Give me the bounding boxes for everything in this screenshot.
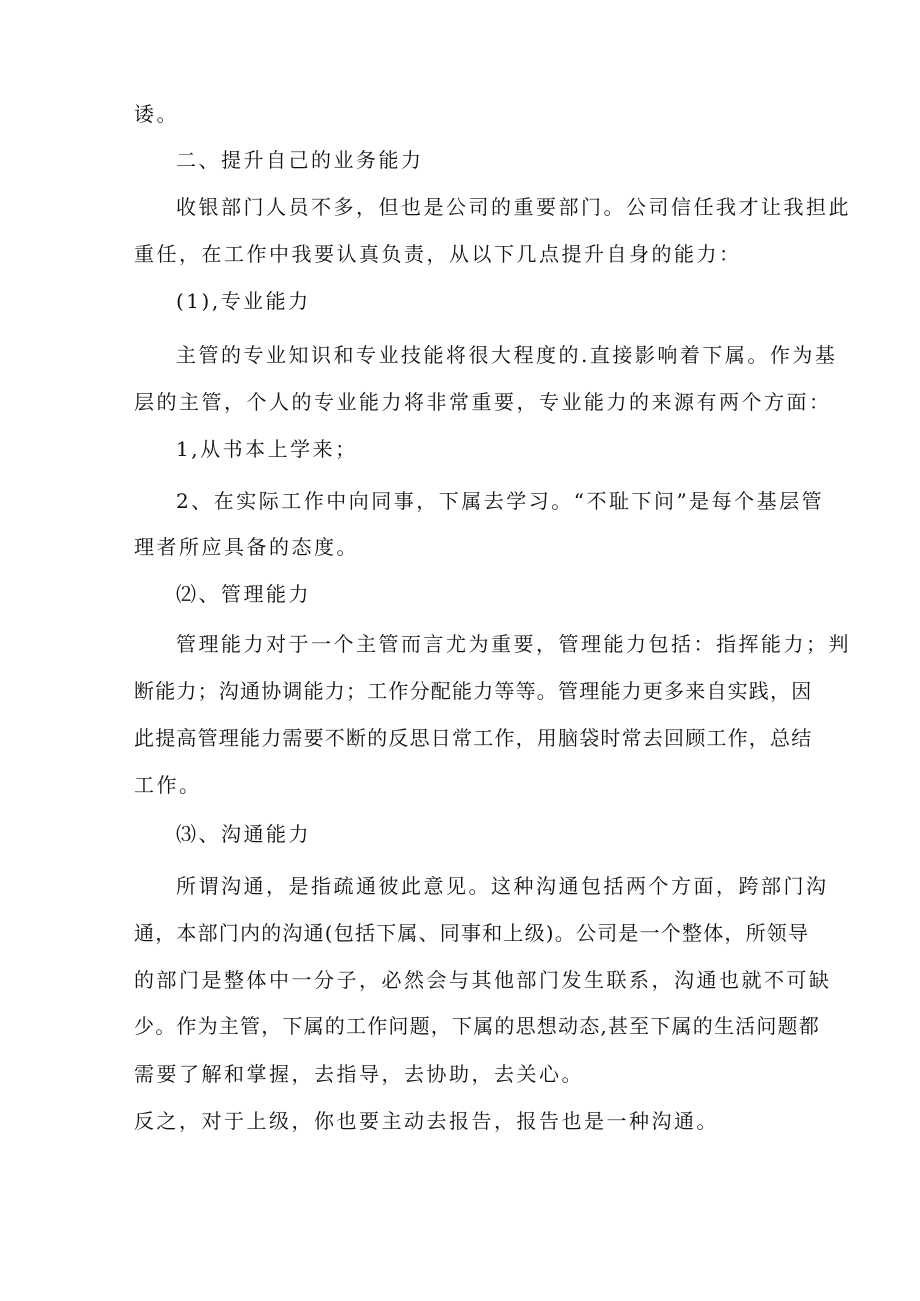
list-item: 2、在实际工作中向同事，下属去学习。“不耻下问”是每个基层管	[176, 489, 825, 513]
paragraph-line: 工作。	[134, 773, 202, 797]
paragraph-line: 需要了解和掌握，去指导，去协助，去关心。	[134, 1062, 584, 1086]
paragraph-line: 管理能力对于一个主管而言尤为重要，管理能力包括：指挥能力；判	[176, 632, 851, 656]
paragraph-line: 层的主管，个人的专业能力将非常重要，专业能力的来源有两个方面：	[134, 390, 832, 414]
subsection-heading: (1),专业能力	[176, 289, 311, 313]
list-item: 1,从书本上学来；	[176, 437, 358, 461]
paragraph-line: 反之，对于上级，你也要主动去报告，报告也是一种沟通。	[134, 1109, 719, 1133]
subsection-heading: ⑶、沟通能力	[176, 822, 311, 846]
section-heading: 二、提升自己的业务能力	[176, 148, 424, 172]
paragraph-line: 少。作为主管，下属的工作问题，下属的思想动态,甚至下属的生活问题都	[134, 1014, 820, 1038]
paragraph-line: 通，本部门内的沟通(包括下属、同事和上级)。公司是一个整体，所领导	[134, 921, 810, 945]
paragraph-line: 所谓沟通，是指疏通彼此意见。这种沟通包括两个方面，跨部门沟	[176, 874, 829, 898]
paragraph-line: 收银部门人员不多，但也是公司的重要部门。公司信任我才让我担此	[176, 195, 851, 219]
paragraph-line: 断能力；沟通协调能力；工作分配能力等等。管理能力更多来自实践，因	[134, 679, 813, 703]
paragraph-line: 理者所应具备的态度。	[134, 535, 359, 559]
subsection-heading: ⑵、管理能力	[176, 582, 311, 606]
paragraph-line: 重任，在工作中我要认真负责，从以下几点提升自身的能力：	[134, 242, 742, 266]
paragraph-line: 此提高管理能力需要不断的反思日常工作，用脑袋时常去回顾工作，总结	[134, 726, 813, 750]
text-line: 诿。	[134, 102, 179, 126]
paragraph-line: 主管的专业知识和专业技能将很大程度的.直接影响着下属。作为基	[176, 343, 838, 367]
paragraph-line: 的部门是整体中一分子，必然会与其他部门发生联系，沟通也就不可缺	[134, 968, 832, 992]
